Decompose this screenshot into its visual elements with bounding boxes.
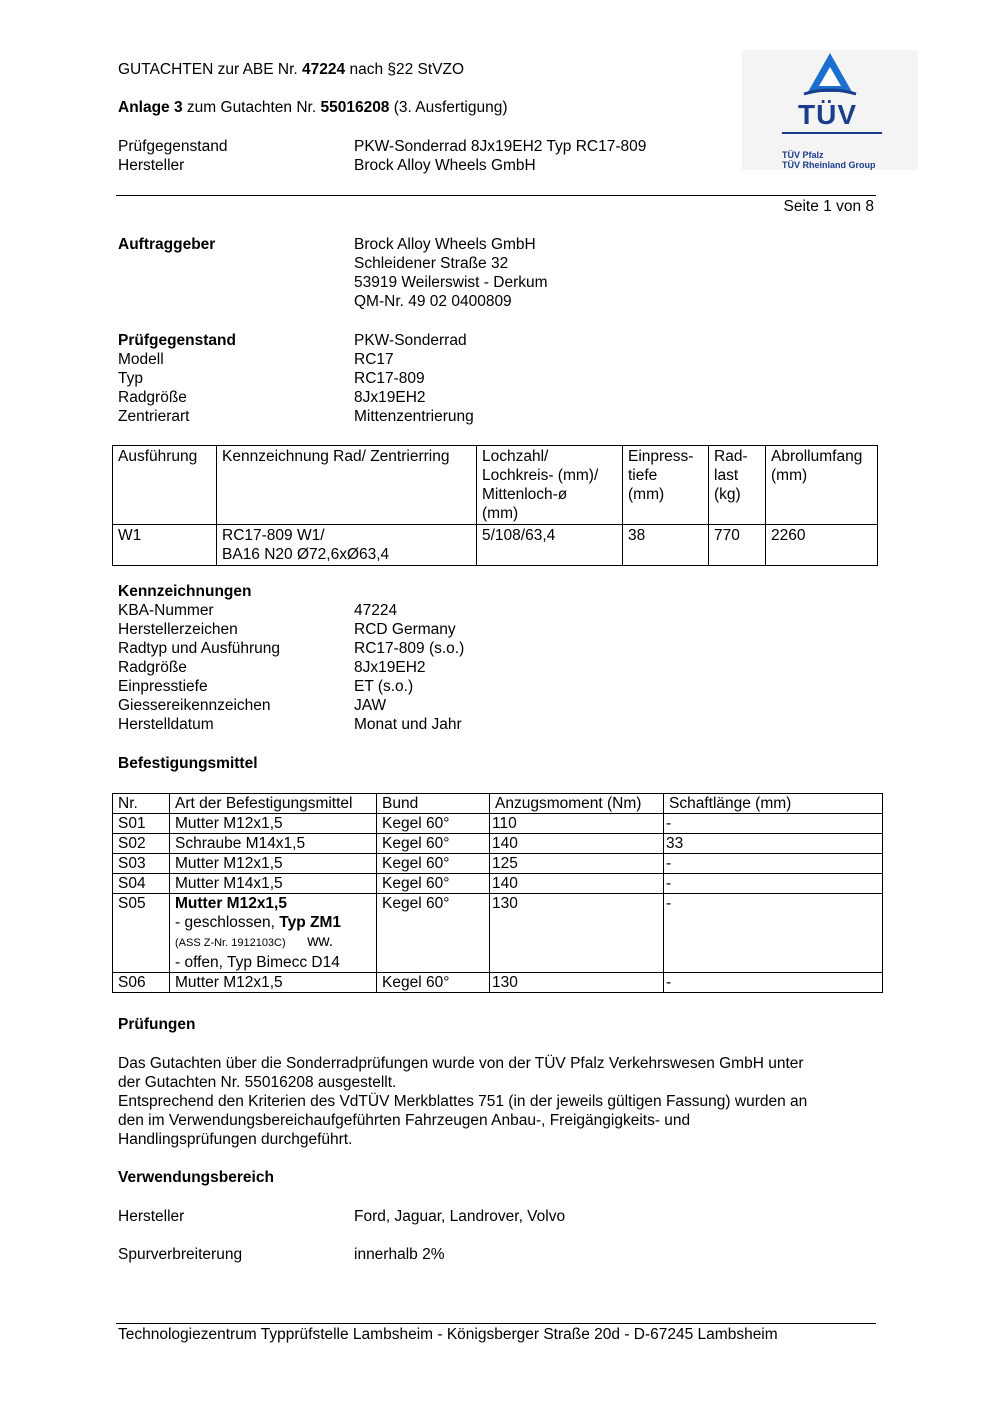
kennzeichnungen-values <box>354 601 464 734</box>
header-divider <box>116 195 876 196</box>
auftraggeber-line: Schleidener Straße 32 <box>354 255 509 272</box>
pruefgegenstand-label: Zentrierart <box>118 408 190 425</box>
table-cell: Mutter M12x1,5 <box>170 854 377 874</box>
befestigung-title: Befestigungsmittel <box>118 755 258 772</box>
pruefgegenstand-title: Prüfgegenstand <box>118 332 236 349</box>
table-cell: - <box>664 854 883 874</box>
verwendung-spur-value: innerhalb 2% <box>354 1246 445 1263</box>
col-header: Anzugsmoment (Nm) <box>490 794 664 814</box>
pruefgegenstand-value: RC17 <box>354 351 394 368</box>
header-pruefgegenstand-label: Prüfgegenstand <box>118 138 228 155</box>
kennzeichnung-label: Einpresstiefe <box>118 678 208 695</box>
tuv-logo-rule <box>782 132 882 134</box>
table-cell: - <box>664 874 883 894</box>
table-cell: S02 <box>113 834 170 854</box>
table-row <box>113 834 883 854</box>
kennzeichnungen-title: Kennzeichnungen <box>118 583 252 600</box>
pruefgegenstand-label: Typ <box>118 370 143 387</box>
tuv-logo <box>742 50 918 170</box>
col-header: Kennzeichnung Rad/ Zentrierring <box>217 446 477 525</box>
kennzeichnung-label: KBA-Nummer <box>118 602 214 619</box>
table-cell: 33 <box>664 834 883 854</box>
pruefgegenstand-value: Mittenzentrierung <box>354 408 474 425</box>
pruefgegenstand-label: Radgröße <box>118 389 187 406</box>
pruefungen-text: Das Gutachten über die Sonderradprüfungen wurde von der TÜV Pfalz Verkehrswesen GmbH unter der Gutachten Nr. 55016208 ausgestellt. Entsprechend den Kriterien des VdTÜV Merkblattes 751 (in der jeweils gültigen Fassung) wurden an den im Verwendungsbereichaufgeführten Fahrzeugen Anbau-, Freigängigkeits- und Handlingsprüfungen durchgeführt. <box>118 1055 808 1148</box>
kennzeichnung-value: Monat und Jahr <box>354 716 462 733</box>
header-hersteller-value: Brock Alloy Wheels GmbH <box>354 157 536 174</box>
table-row <box>113 814 883 834</box>
table-cell: W1 <box>113 525 217 566</box>
verwendung-hersteller-label: Hersteller <box>118 1208 185 1225</box>
table-cell: S03 <box>113 854 170 874</box>
col-header: Art der Befestigungsmittel <box>170 794 377 814</box>
kennzeichnung-value: ET (s.o.) <box>354 678 414 695</box>
pruefgegenstand-values <box>354 331 474 426</box>
table-cell: - <box>664 814 883 834</box>
kennzeichnung-label: Radtyp und Ausführung <box>118 640 281 657</box>
table-cell: S06 <box>113 973 170 993</box>
table-cell: 2260 <box>766 525 878 566</box>
table-cell: Kegel 60° <box>377 874 490 894</box>
header-hersteller-label: Hersteller <box>118 157 185 174</box>
tuv-logo-title: TÜV <box>798 99 857 130</box>
pruefgegenstand-value: 8Jx19EH2 <box>354 389 426 406</box>
table-cell: 130 <box>490 894 664 973</box>
table-cell: Kegel 60° <box>377 894 490 973</box>
table-cell: Kegel 60° <box>377 854 490 874</box>
header-line-2: Anlage 3 zum Gutachten Nr. 55016208 (3. Ausfertigung) <box>118 99 508 116</box>
table-cell: S01 <box>113 814 170 834</box>
table-row <box>113 525 878 566</box>
auftraggeber-address <box>354 235 548 311</box>
kennzeichnung-value: JAW <box>354 697 387 714</box>
table-cell: Kegel 60° <box>377 814 490 834</box>
table-cell: Mutter M12x1,5 <box>170 814 377 834</box>
tuv-logo-sub1: TÜV Pfalz <box>782 150 824 160</box>
table-cell: 140 <box>490 834 664 854</box>
verwendung-spur-label: Spurverbreiterung <box>118 1246 243 1263</box>
col-header: Schaftlänge (mm) <box>664 794 883 814</box>
table-row <box>113 874 883 894</box>
table-row <box>113 854 883 874</box>
table-row <box>113 894 883 973</box>
kennzeichnung-label: Giessereikennzeichen <box>118 697 271 714</box>
befestigung-table <box>112 793 883 993</box>
pruefgegenstand-value: RC17-809 <box>354 370 425 387</box>
table-cell: 110 <box>490 814 664 834</box>
auftraggeber-label: Auftraggeber <box>118 236 216 253</box>
verwendung-title: Verwendungsbereich <box>118 1169 274 1186</box>
table-cell: - <box>664 973 883 993</box>
kennzeichnung-value: 47224 <box>354 602 398 619</box>
kennzeichnung-value: 8Jx19EH2 <box>354 659 426 676</box>
ausfuehrung-header-row <box>113 446 878 525</box>
table-cell: 125 <box>490 854 664 874</box>
table-cell: S04 <box>113 874 170 894</box>
col-header: Nr. <box>113 794 170 814</box>
ausfuehrung-table <box>112 445 878 566</box>
col-header: Abrollumfang (mm) <box>766 446 878 525</box>
befestigung-header-row <box>113 794 883 814</box>
tuv-logo-sub2: TÜV Rheinland Group <box>782 160 876 170</box>
kennzeichnung-value: RC17-809 (s.o.) <box>354 640 465 657</box>
table-cell: Kegel 60° <box>377 834 490 854</box>
table-cell: S05 <box>113 894 170 973</box>
auftraggeber-line: 53919 Weilerswist - Derkum <box>354 274 548 291</box>
table-cell: 140 <box>490 874 664 894</box>
verwendung-hersteller-value: Ford, Jaguar, Landrover, Volvo <box>354 1208 566 1225</box>
auftraggeber-line: Brock Alloy Wheels GmbH <box>354 236 536 253</box>
col-header: Lochzahl/ Lochkreis- (mm)/ Mittenloch-ø (mm) <box>477 446 623 525</box>
kennzeichnung-label: Radgröße <box>118 659 187 676</box>
kennzeichnung-label: Herstelldatum <box>118 716 214 733</box>
col-header: Rad- last (kg) <box>709 446 766 525</box>
table-cell: Mutter M12x1,5 <box>170 973 377 993</box>
table-cell: Schraube M14x1,5 <box>170 834 377 854</box>
page-number: Seite 1 von 8 <box>783 198 874 215</box>
auftraggeber-line: QM-Nr. 49 02 0400809 <box>354 293 512 310</box>
kennzeichnungen-labels <box>118 582 280 734</box>
table-cell: Kegel 60° <box>377 973 490 993</box>
col-header: Bund <box>377 794 490 814</box>
footer-divider <box>116 1323 876 1324</box>
pruefgegenstand-title-value: PKW-Sonderrad <box>354 332 467 349</box>
table-cell: Mutter M12x1,5 - geschlossen, Typ ZM1 (ASS Z-Nr. 1912103C) ww. - offen, Typ Bimecc D14 <box>170 894 377 973</box>
footer-text: Technologiezentrum Typprüfstelle Lambsheim - Königsberger Straße 20d - D-67245 Lambsheim <box>118 1326 778 1343</box>
kennzeichnung-value: RCD Germany <box>354 621 456 638</box>
table-cell: 130 <box>490 973 664 993</box>
header-line-1: GUTACHTEN zur ABE Nr. 47224 nach §22 StVZO <box>118 61 465 78</box>
table-cell: 770 <box>709 525 766 566</box>
table-row <box>113 973 883 993</box>
pruefgegenstand-label: Modell <box>118 351 164 368</box>
table-cell: RC17-809 W1/ BA16 N20 Ø72,6xØ63,4 <box>217 525 477 566</box>
table-cell: Mutter M14x1,5 <box>170 874 377 894</box>
pruefungen-title: Prüfungen <box>118 1016 196 1033</box>
table-cell: 5/108/63,4 <box>477 525 623 566</box>
table-cell: - <box>664 894 883 973</box>
col-header: Einpress- tiefe (mm) <box>623 446 709 525</box>
header-pruefgegenstand-value: PKW-Sonderrad 8Jx19EH2 Typ RC17-809 <box>354 138 647 155</box>
pruefgegenstand-labels <box>118 331 236 426</box>
table-cell: 38 <box>623 525 709 566</box>
col-header: Ausführung <box>113 446 217 525</box>
kennzeichnung-label: Herstellerzeichen <box>118 621 238 638</box>
